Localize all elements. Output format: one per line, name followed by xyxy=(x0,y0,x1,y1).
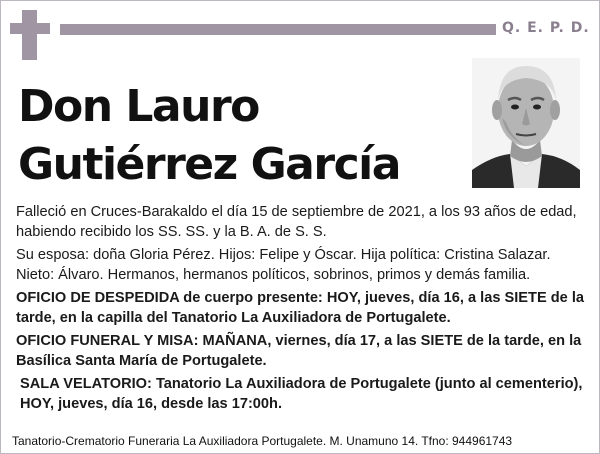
qepd-label: Q. E. P. D. xyxy=(502,20,590,36)
death-notice-paragraph: Falleció en Cruces-Barakaldo el día 15 de septiembre de 2021, a los 93 años de edad, habiendo recibido los SS. SS. y la B. A. de S. S. xyxy=(16,204,577,240)
deceased-portrait xyxy=(472,58,580,188)
farewell-service-paragraph: OFICIO DE DESPEDIDA de cuerpo presente: HOY, jueves, día 16, a las SIETE de la tarde, en la capilla del Tanatorio La Auxiliadora de Portugalete. xyxy=(16,290,584,326)
cross-icon-horizontal xyxy=(10,23,50,34)
obituary-body xyxy=(16,203,588,418)
funeral-home-footer: Tanatorio-Crematorio Funeraria La Auxiliadora Portugalete. M. Unamuno 14. Tfno: 944961743 xyxy=(12,434,513,448)
deceased-name-line1: Don Lauro xyxy=(18,81,259,132)
cross-icon-vertical xyxy=(22,10,37,60)
header-rule xyxy=(60,24,496,35)
funeral-mass-paragraph: OFICIO FUNERAL Y MISA: MAÑANA, viernes, día 17, a las SIETE de la tarde, en la Basílica Santa María de Portugalete. xyxy=(16,333,582,369)
deceased-name-line2: Gutiérrez García xyxy=(18,139,400,190)
portrait-photo-icon xyxy=(472,58,580,188)
family-paragraph: Su esposa: doña Gloria Pérez. Hijos: Felipe y Óscar. Hija política: Cristina Salazar. Nieto: Álvaro. Hermanos, hermanos políticos, sobrinos, primos y demás familia. xyxy=(16,247,551,283)
wake-room-paragraph: SALA VELATORIO: Tanatorio La Auxiliadora de Portugalete (junto al cementerio), HOY, jueves, día 16, desde las 17:00h. xyxy=(20,376,583,412)
